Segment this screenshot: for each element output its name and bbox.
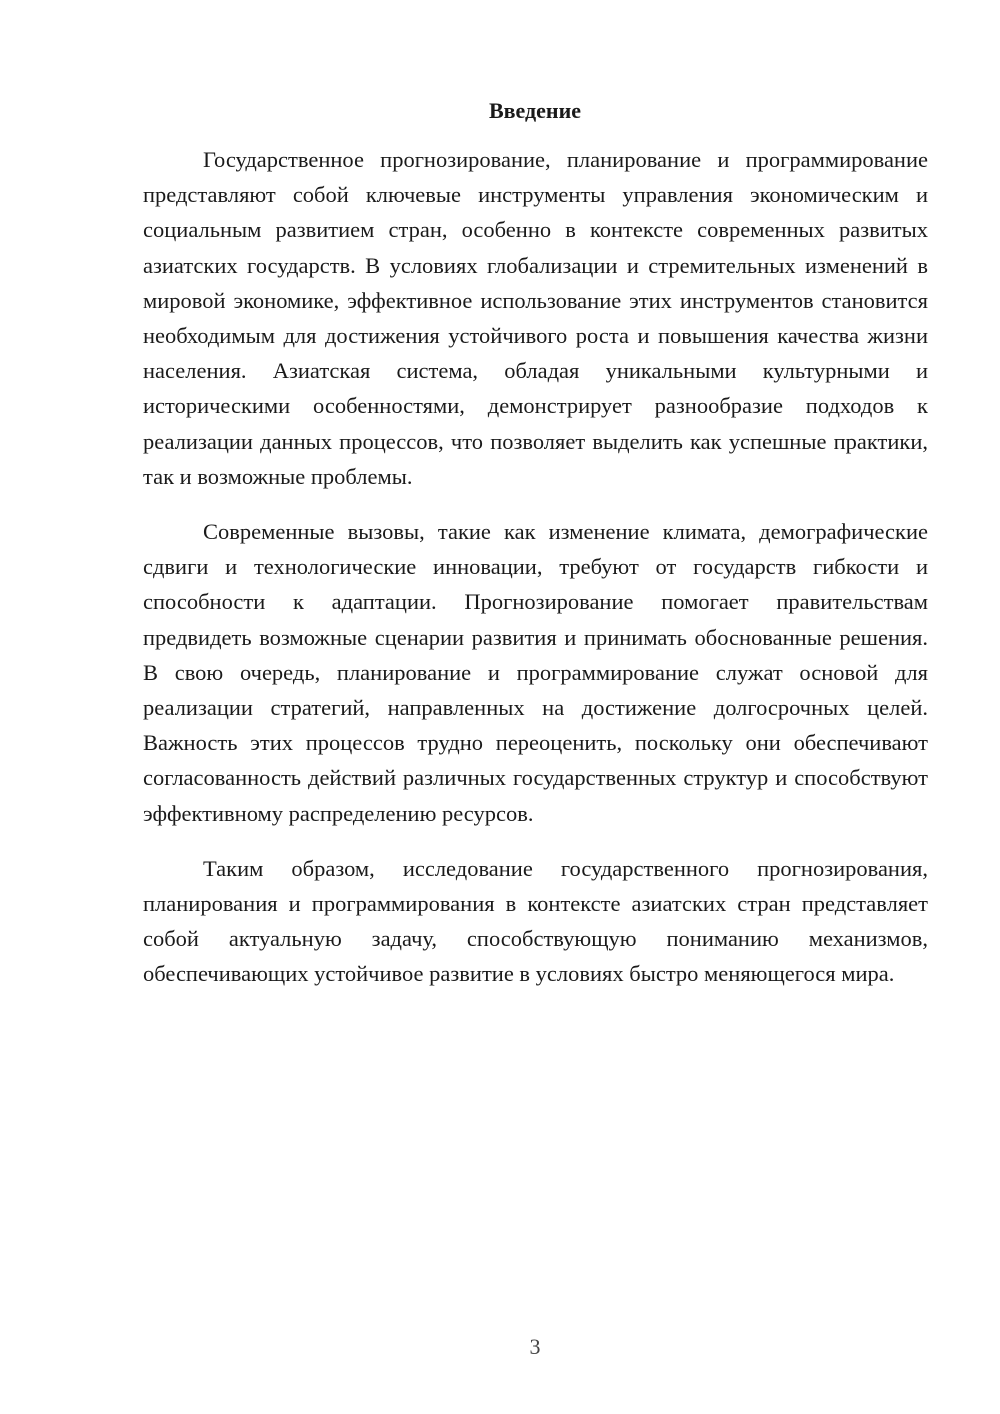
paragraph-2: Современные вызовы, такие как изменение климата, демографические сдвиги и технологические инновации, требуют от государств гибкости и способности к адаптации. Прогнозирование помогает правительствам предвидеть возможные сценарии развития и принимать обоснованные решения. В свою очередь, планирование и программирование служат основой для реализации стратегий, направленных на достижение долгосрочных целей. Важность этих процессов трудно переоценить, поскольку они обеспечивают согласованность действий различных государственных структур и способствуют эффективному распределению ресурсов. (143, 519, 928, 826)
document-body (143, 142, 928, 992)
paragraph-3: Таким образом, исследование государственного прогнозирования, планирования и программирования в контексте азиатских стран представляет собой актуальную задачу, способствующую пониманию механизмов, обеспечивающих устойчивое развитие в условиях быстро меняющегося мира. (143, 855, 928, 987)
page-number: 3 (529, 1334, 541, 1359)
section-heading: Введение (488, 98, 582, 123)
paragraph-1: Государственное прогнозирование, планирование и программирование представляют собой ключевые инструменты управления экономическим и социальным развитием стран, особенно в контексте современных развитых азиатских государств. В условиях глобализации и стремительных изменений в мировой экономике, эффективное использование этих инструментов становится необходимым для достижения устойчивого роста и повышения качества жизни населения. Азиатская система, обладая уникальными культурными и историческими особенностями, демонстрирует разнообразие подходов к реализации данных процессов, что позволяет выделить как успешные практики, так и возможные проблемы. (143, 147, 928, 489)
